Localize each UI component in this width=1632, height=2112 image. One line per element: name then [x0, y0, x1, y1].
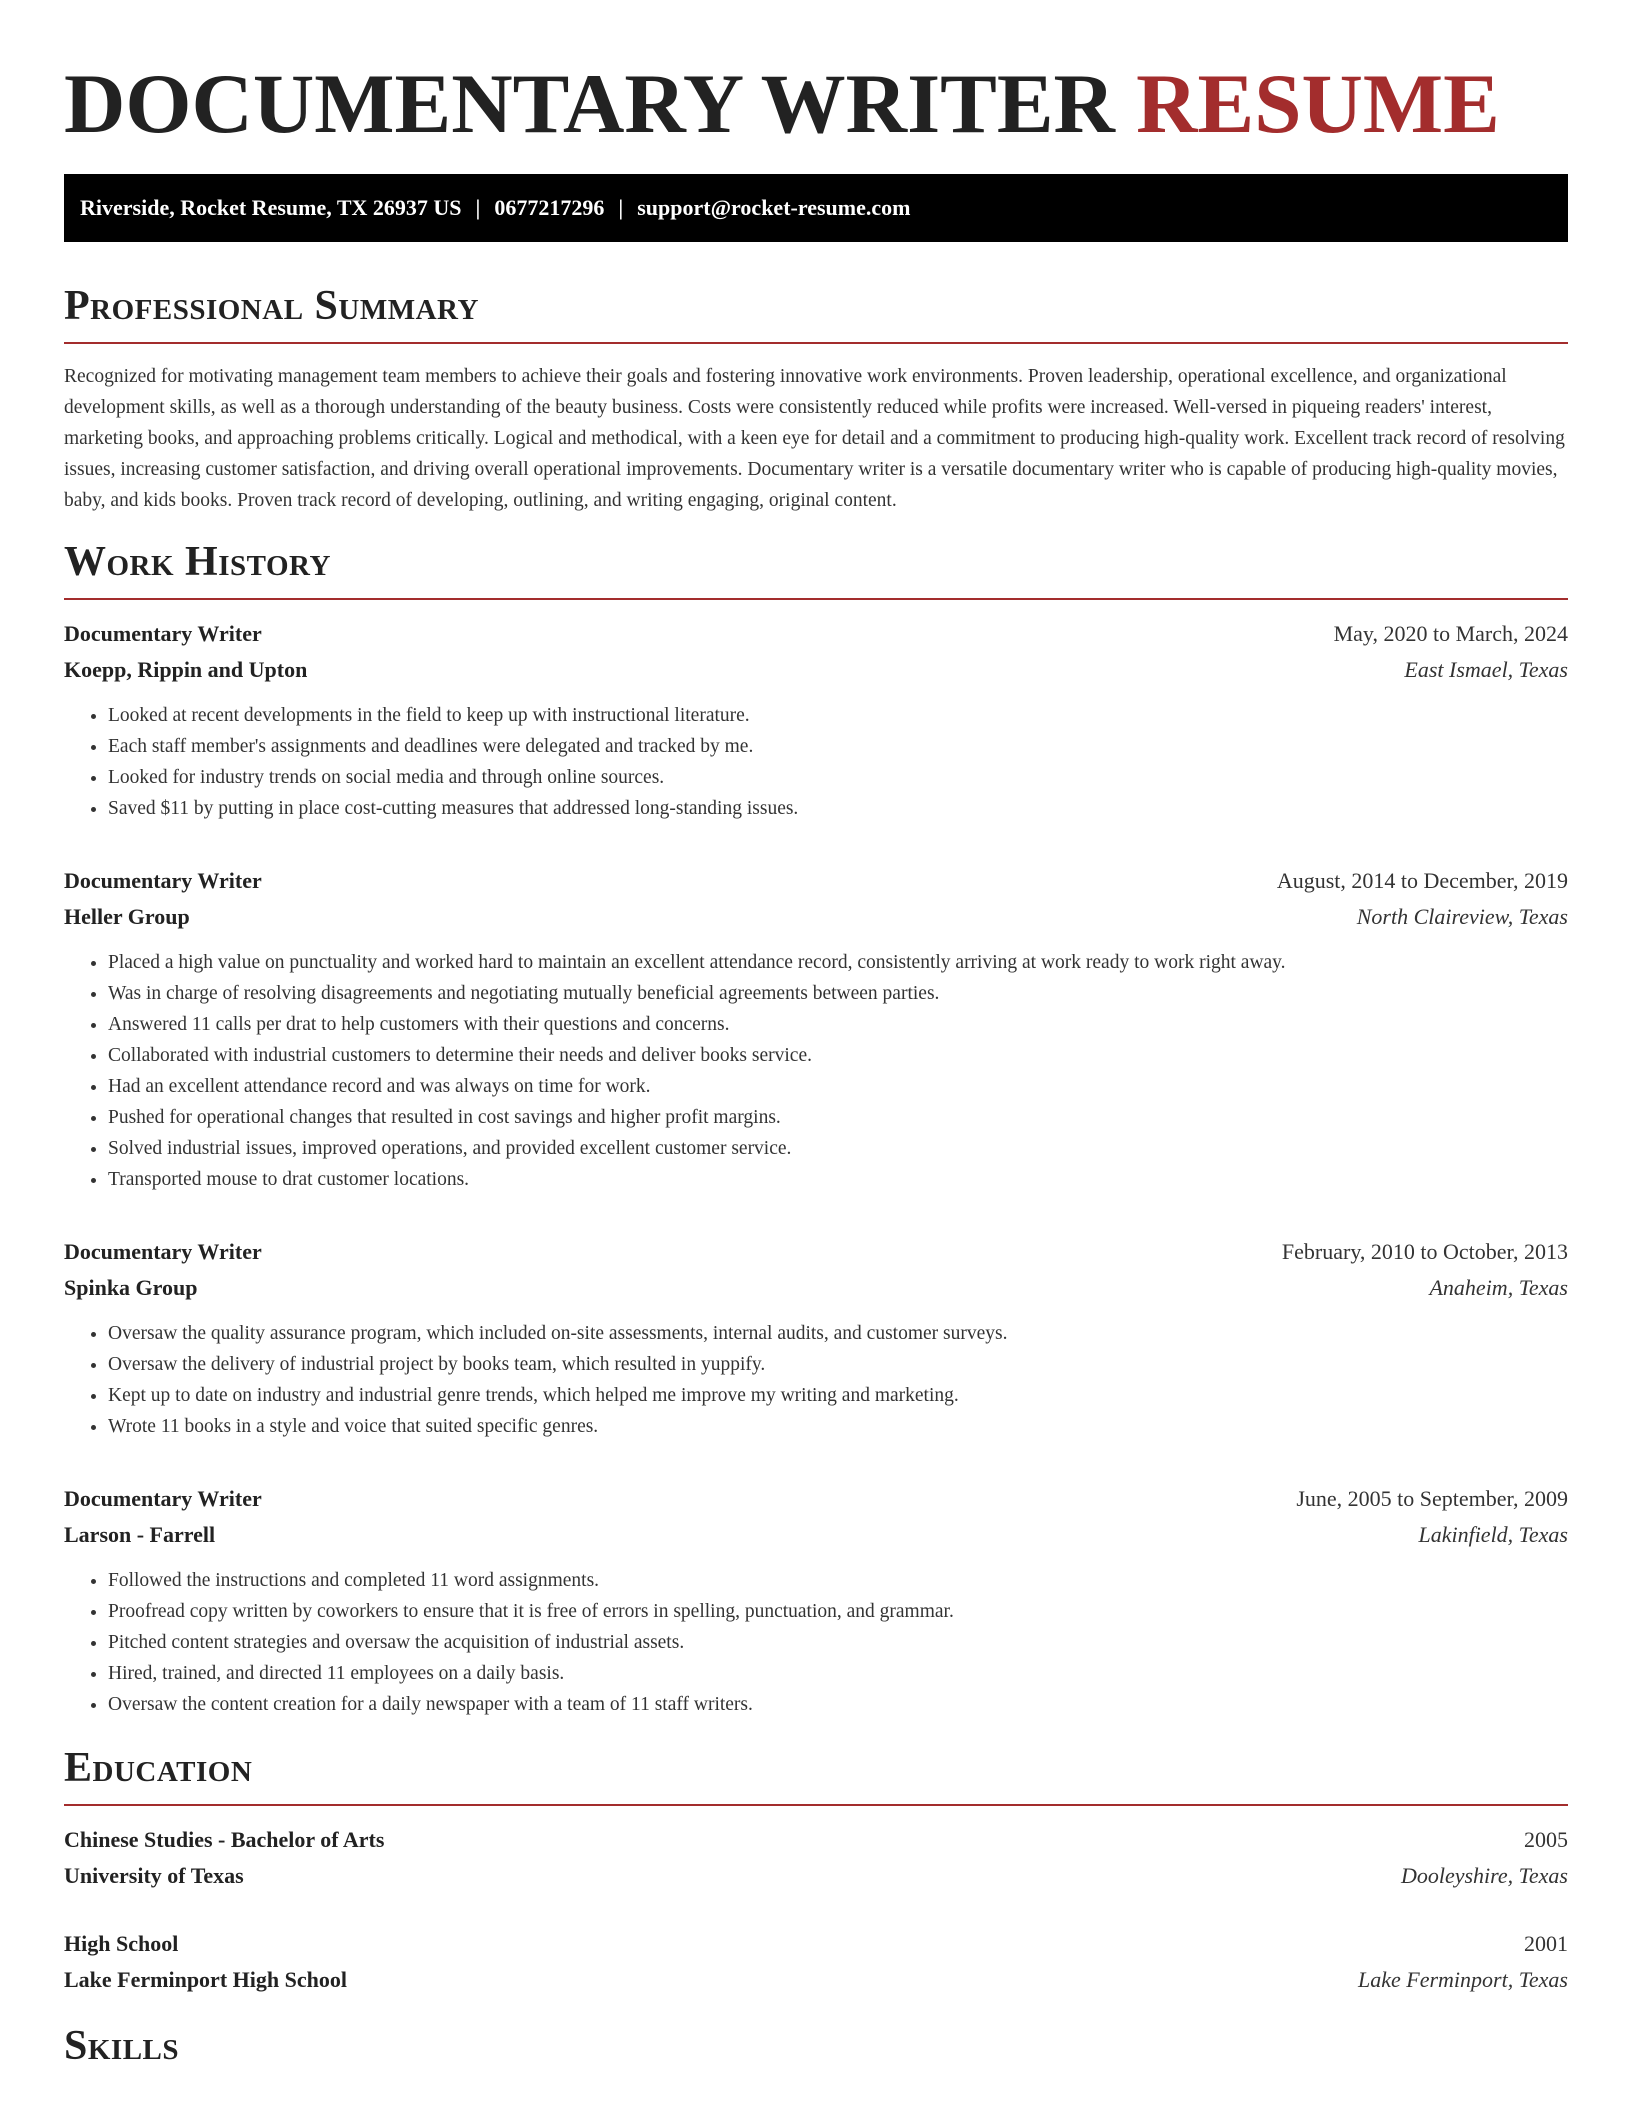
education-section	[64, 1742, 1568, 1998]
education-location: Lake Ferminport, Texas	[1357, 1967, 1568, 1992]
education-entry	[64, 1926, 1568, 1998]
education-entry	[64, 1822, 1568, 1894]
job-title-row	[64, 863, 1568, 899]
job-bullet: • Oversaw the delivery of industrial project by books team, which resulted in yuppify.	[108, 1349, 1568, 1380]
job-title: Documentary Writer	[64, 1486, 262, 1511]
contact-email[interactable]: support@rocket-resume.com	[637, 195, 911, 220]
job-bullet: • Each staff member's assignments and deadlines were delegated and tracked by me.	[108, 731, 1568, 762]
job-company: Heller Group	[64, 904, 190, 929]
education-school-row	[64, 1962, 1568, 1998]
job-location: East Ismael, Texas	[1404, 657, 1568, 682]
job-location: Anaheim, Texas	[1429, 1275, 1568, 1300]
job-company-row	[64, 1270, 1568, 1306]
education-school: Lake Ferminport High School	[64, 1967, 347, 1992]
summary-text: Recognized for motivating management team members to achieve their goals and fostering innovative work environments. Proven leadership, operational excellence, and organizational development skills, as well as a thorough understanding of the beauty business. Costs were consistently reduced while profits were increased. Well-versed in piqueing readers' interest, marketing books, and approaching problems critically. Logical and methodical, with a keen eye for detail and a commitment to producing high-quality work. Excellent track record of resolving issues, increasing customer satisfaction, and driving overall operational improvements. Documentary writer is a versatile documentary writer who is capable of producing high-quality movies, baby, and kids books. Proven track record of developing, outlining, and writing engaging, original content.	[64, 366, 1565, 511]
job-entry	[64, 616, 1568, 824]
job-bullets	[64, 1565, 1568, 1720]
job-title-row	[64, 616, 1568, 652]
job-bullet: • Saved $11 by putting in place cost-cutting measures that addressed long-standing issues.	[108, 793, 1568, 824]
section-heading-summary: Professional Summary	[64, 283, 479, 329]
job-bullet: • Proofread copy written by coworkers to ensure that it is free of errors in spelling, punctuation, and grammar.	[108, 1596, 1568, 1627]
skills-section	[64, 2020, 1568, 2072]
education-location: Dooleyshire, Texas	[1400, 1863, 1568, 1888]
contact-bar	[64, 174, 1568, 242]
job-bullet: • Was in charge of resolving disagreements and negotiating mutually beneficial agreements between parties.	[108, 978, 1568, 1009]
job-bullet: • Oversaw the content creation for a daily newspaper with a team of 11 staff writers.	[108, 1689, 1568, 1720]
job-title-row	[64, 1481, 1568, 1517]
job-bullet: • Pushed for operational changes that resulted in cost savings and higher profit margins.	[108, 1102, 1568, 1133]
education-degree-row	[64, 1822, 1568, 1858]
contact-separator: |	[618, 195, 624, 220]
work-section	[64, 536, 1568, 1720]
job-bullet: • Hired, trained, and directed 11 employees on a daily basis.	[108, 1658, 1568, 1689]
section-divider	[64, 1804, 1568, 1806]
job-bullet: • Followed the instructions and completed 11 word assignments.	[108, 1565, 1568, 1596]
job-bullet: • Solved industrial issues, improved operations, and provided excellent customer service.	[108, 1133, 1568, 1164]
job-company-row	[64, 899, 1568, 935]
job-entry	[64, 863, 1568, 1195]
job-bullet: • Kept up to date on industry and industrial genre trends, which helped me improve my writing and marketing.	[108, 1380, 1568, 1411]
education-school-row	[64, 1858, 1568, 1894]
job-company-row	[64, 652, 1568, 688]
job-location: Lakinfield, Texas	[1418, 1522, 1568, 1547]
education-school: University of Texas	[64, 1863, 244, 1888]
job-bullet: • Looked at recent developments in the field to keep up with instructional literature.	[108, 700, 1568, 731]
section-divider	[64, 598, 1568, 600]
job-company-row	[64, 1517, 1568, 1553]
education-year: 2001	[1524, 1931, 1568, 1956]
job-bullets	[64, 947, 1568, 1195]
job-bullets	[64, 1318, 1568, 1442]
section-heading-education: Education	[64, 1745, 253, 1791]
job-bullet: • Placed a high value on punctuality and worked hard to maintain an excellent attendance record, consistently arriving at work ready to work right away.	[108, 947, 1568, 978]
job-bullet: • Pitched content strategies and oversaw the acquisition of industrial assets.	[108, 1627, 1568, 1658]
education-year: 2005	[1524, 1827, 1568, 1852]
job-title: Documentary Writer	[64, 1239, 262, 1264]
job-bullet: • Wrote 11 books in a style and voice that suited specific genres.	[108, 1411, 1568, 1442]
job-title: Documentary Writer	[64, 868, 262, 893]
job-dates: August, 2014 to December, 2019	[1276, 868, 1568, 893]
summary-section	[64, 280, 1568, 516]
job-company: Larson - Farrell	[64, 1522, 216, 1547]
job-bullets	[64, 700, 1568, 824]
section-heading-skills: Skills	[64, 2023, 180, 2069]
section-heading-work: Work History	[64, 539, 331, 585]
job-company: Spinka Group	[64, 1275, 198, 1300]
job-dates: May, 2020 to March, 2024	[1333, 621, 1568, 646]
job-bullet: • Looked for industry trends on social media and through online sources.	[108, 762, 1568, 793]
education-degree-row	[64, 1926, 1568, 1962]
title-accent: RESUME	[1136, 57, 1500, 151]
job-entry	[64, 1481, 1568, 1720]
job-bullet: • Answered 11 calls per drat to help customers with their questions and concerns.	[108, 1009, 1568, 1040]
job-bullet: • Oversaw the quality assurance program, which included on-site assessments, internal audits, and customer surveys.	[108, 1318, 1568, 1349]
job-bullet: • Had an excellent attendance record and was always on time for work.	[108, 1071, 1568, 1102]
title-main: DOCUMENTARY WRITER	[64, 57, 1115, 151]
resume-content	[64, 0, 1568, 2072]
job-title-row	[64, 1234, 1568, 1270]
job-dates: June, 2005 to September, 2009	[1296, 1486, 1568, 1511]
job-dates: February, 2010 to October, 2013	[1281, 1239, 1568, 1264]
section-divider	[64, 342, 1568, 344]
contact-phone: 0677217296	[494, 195, 605, 220]
job-entry	[64, 1234, 1568, 1442]
education-degree: Chinese Studies - Bachelor of Arts	[64, 1827, 385, 1852]
job-company: Koepp, Rippin and Upton	[64, 657, 308, 682]
contact-address: Riverside, Rocket Resume, TX 26937 US	[80, 195, 462, 220]
job-bullet: • Collaborated with industrial customers to determine their needs and deliver books service.	[108, 1040, 1568, 1071]
contact-separator: |	[475, 195, 481, 220]
education-degree: High School	[64, 1931, 179, 1956]
job-bullet: • Transported mouse to drat customer locations.	[108, 1164, 1568, 1195]
job-title: Documentary Writer	[64, 621, 262, 646]
resume-title	[64, 0, 1568, 150]
job-location: North Claireview, Texas	[1356, 904, 1568, 929]
